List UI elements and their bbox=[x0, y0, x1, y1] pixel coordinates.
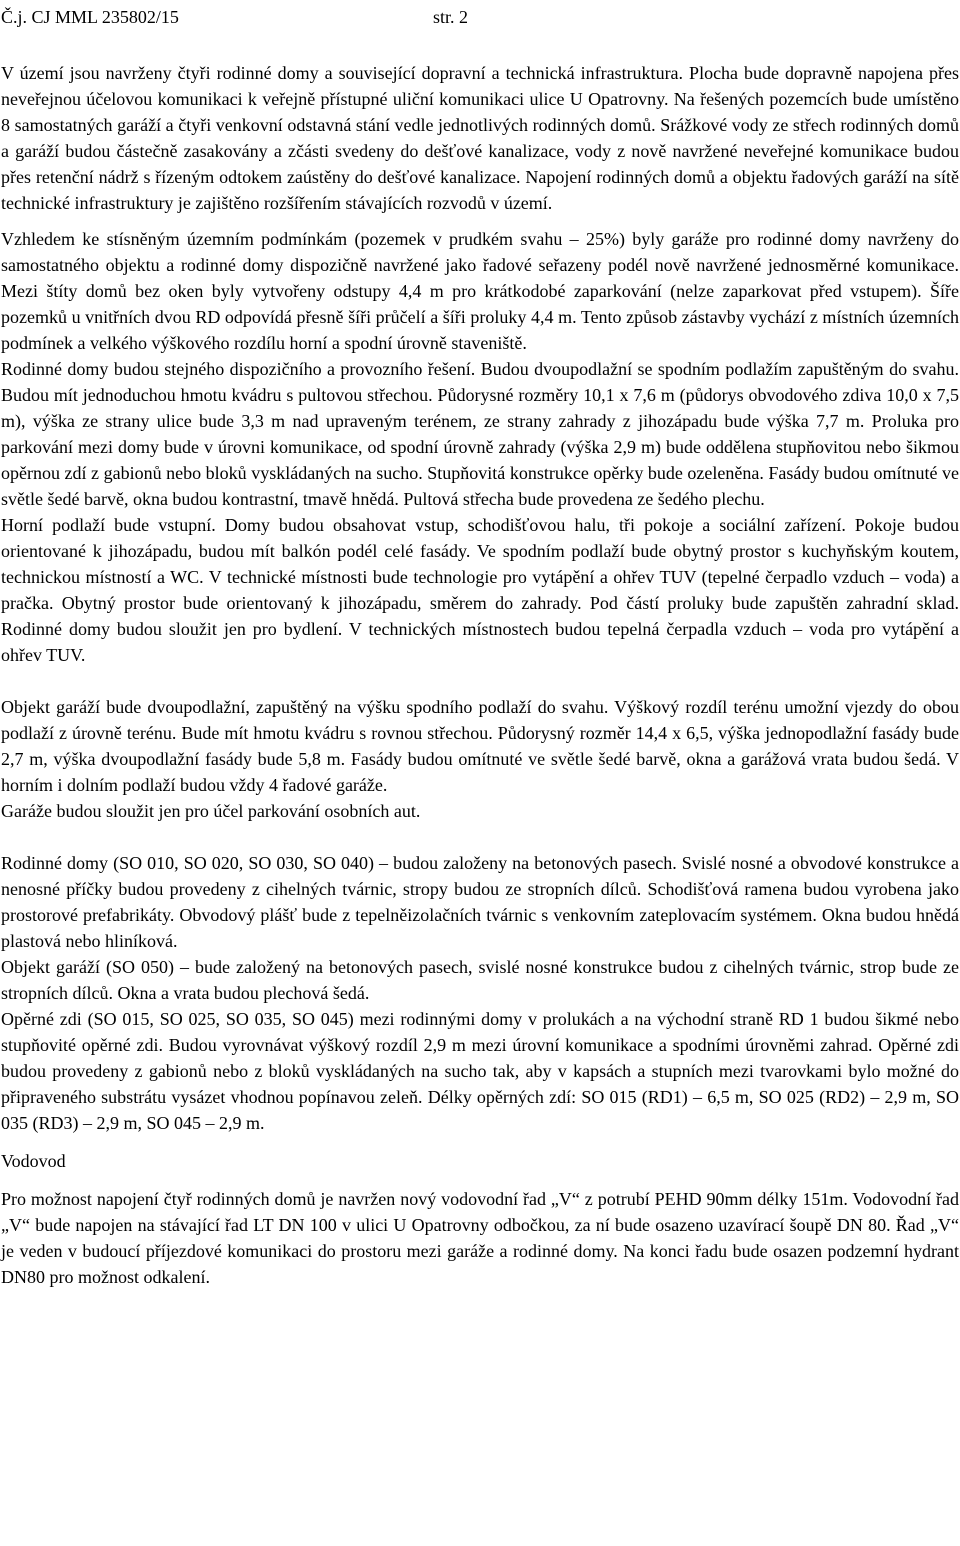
paragraph-house-construction: Rodinné domy (SO 010, SO 020, SO 030, SO 040) – budou založeny na betonových pasech. Svislé nosné a obvodové konstrukce a nenosné příčky budou provedeny z cihelných tvárnic, stropy budou ze stropních dílců. Schodišťová ramena budou vyrobena jako prostorové prefabrikáty. Obvodový plášť bude z tepelněizolačních tvárnic s venkovním zateplovacím systémem. Okna budou hnědá plastová nebo hliníková. bbox=[1, 853, 959, 951]
paragraph-area-overview: V území jsou navrženy čtyři rodinné domy a související dopravní a technická infrastruktura. Plocha bude dopravně napojena přes neveřejnou účelovou komunikaci k veřejně přístupné uliční komunikaci ulice U Opatrovny. Na řešených pozemcích bude umístěno 8 samostatných garáží a čtyři venkovní odstavná stání vedle jednotlivých rodinných domů. Srážkové vody ze střech rodinných domů a garáží budou částečně zasakovány a zčásti svedeny do dešťové kanalizace, vody z nově navržené neveřejné komunikace budou přes retenční nádrž s řízeným odtokem zaústěny do dešťové kanalizace. Napojení rodinných domů a objektu řadových garáží na sítě technické infrastruktury je zajištěno rozšířením stávajících rozvodů v území. bbox=[1, 63, 959, 213]
paragraph-house-layout: Horní podlaží bude vstupní. Domy budou obsahovat vstup, schodišťovou halu, tři pokoje a sociální zařízení. Pokoje budou orientované k jihozápadu, budou mít balkón podél celé fasády. Ve spodním podlaží bude obytný prostor s kuchyňským koutem, technickou místností a WC. V technické místnosti bude technologie pro vytápění a ohřev TUV (tepelné čerpadlo vzduch – voda) a pračka. Obytný prostor bude orientovaný k jihozápadu, směrem do zahrady. Pod částí proluky bude zapuštěn zahradní sklad. Rodinné domy budou sloužit jen pro bydlení. V technických místnostech budou tepelná čerpadla vzduch – voda pro vytápění a ohřev TUV. bbox=[1, 515, 959, 665]
paragraph-garage-use: Garáže budou sloužit jen pro účel parkování osobních aut. bbox=[1, 801, 421, 821]
document-body bbox=[1, 60, 959, 1290]
paragraph-water-supply: Pro možnost napojení čtyř rodinných domů je navržen nový vodovodní řad „V“ z potrubí PEHD 90mm délky 151m. Vodovodní řad „V“ bude napojen na stávající řad LT DN 100 v ulici U Opatrovny odbočkou, za ní bude osazeno uzavírací šoupě DN 80. Řad „V“ je veden v budoucí příjezdové komunikaci do prostoru mezi garáže a rodinné domy. Na konci řadu bude osazen podzemní hydrant DN80 pro možnost odkalení. bbox=[1, 1189, 959, 1287]
paragraph-garage-construction: Objekt garáží (SO 050) – bude založený na betonových pasech, svislé nosné konstrukce budou z cihelných tvárnic, strop bude ze stropních dílců. Okna a vrata budou plechová šedá. bbox=[1, 957, 959, 1003]
page-header bbox=[1, 4, 959, 30]
paragraph-garage-building: Objekt garáží bude dvoupodlažní, zapuštěný na výšku spodního podlaží do svahu. Výškový rozdíl terénu umožní vjezdy do obou podlaží z úrovně terénu. Bude mít hmotu kvádru s rovnou střechou. Půdorysný rozměr 14,4 x 6,5, výška jednopodlažní fasády bude 2,7 m, výška dvoupodlažní fasády bude 5,8 m. Fasády budou omítnuté ve světle šedé barvě, okna a garážová vrata budou šedá. V horním i dolním podlaží budou vždy 4 řadové garáže. bbox=[1, 697, 959, 795]
page-number: str. 2 bbox=[433, 7, 469, 27]
paragraph-house-design: Rodinné domy budou stejného dispozičního a provozního řešení. Budou dvoupodlažní se spodním podlažím zapuštěným do svahu. Budou mít jednoduchou hmotu kvádru s pultovou střechou. Půdorysné rozměry 10,1 x 7,6 m (půdorys obvodového zdiva 10,0 x 7,5 m), výška ze strany ulice bude 3,3 m nad upraveným terénem, ze strany zahrady z jihozápadu bude výška 7,7 m. Proluka pro parkování mezi domy bude v úrovni komunikace, od spodní úrovně zahrady (výška 2,9 m) bude oddělena stupňovitou nebo šikmou opěrnou zdí z gabionů nebo bloků vyskládaných na sucho. Stupňovitá konstrukce opěrky bude ozeleněna. Fasády budou omítnuté ve světle šedé barvě, okna budou kontrastní, tmavě hnědá. Pultová střecha bude provedena ze šedého plechu. bbox=[1, 359, 959, 509]
paragraph-retaining-walls: Opěrné zdi (SO 015, SO 025, SO 035, SO 045) mezi rodinnými domy v prolukách a na východní straně RD 1 budou šikmé nebo stupňovité opěrné zdi. Budou vyrovnávat výškový rozdíl 2,9 m mezi úrovní komunikace a spodními úrovněmi zahrad. Opěrné zdi budou provedeny z gabionů nebo z bloků vyskládaných na sucho tak, aby v kapsách a stupních mezi tvarovkami bylo možné do připraveného substrátu vysázet vhodnou popínavou zeleň. Délky opěrných zdí: SO 015 (RD1) – 6,5 m, SO 025 (RD2) – 2,9 m, SO 035 (RD3) – 2,9 m, SO 045 – 2,9 m. bbox=[1, 1009, 959, 1133]
paragraph-site-conditions: Vzhledem ke stísněným územním podmínkám (pozemek v prudkém svahu – 25%) byly garáže pro rodinné domy navrženy do samostatného objektu a rodinné domy dispozičně navržené jako řadové seřazeny podél nově navržené jednosměrné komunikace. Mezi štíty domů bez oken byly vytvořeny odstupy 4,4 m pro krátkodobé zaparkování (nelze zaparkovat před vstupem). Šíře pozemků u vnitřních dvou RD odpovídá přesně šíři průčelí a šíři proluky 4,4 m. Tento způsob zástavby vychází z místních územních podmínek a velkého výškového rozdílu horní a spodní úrovně staveniště. bbox=[1, 229, 959, 353]
section-heading-water-supply: Vodovod bbox=[1, 1151, 66, 1171]
document-reference: Č.j. CJ MML 235802/15 bbox=[1, 7, 179, 27]
